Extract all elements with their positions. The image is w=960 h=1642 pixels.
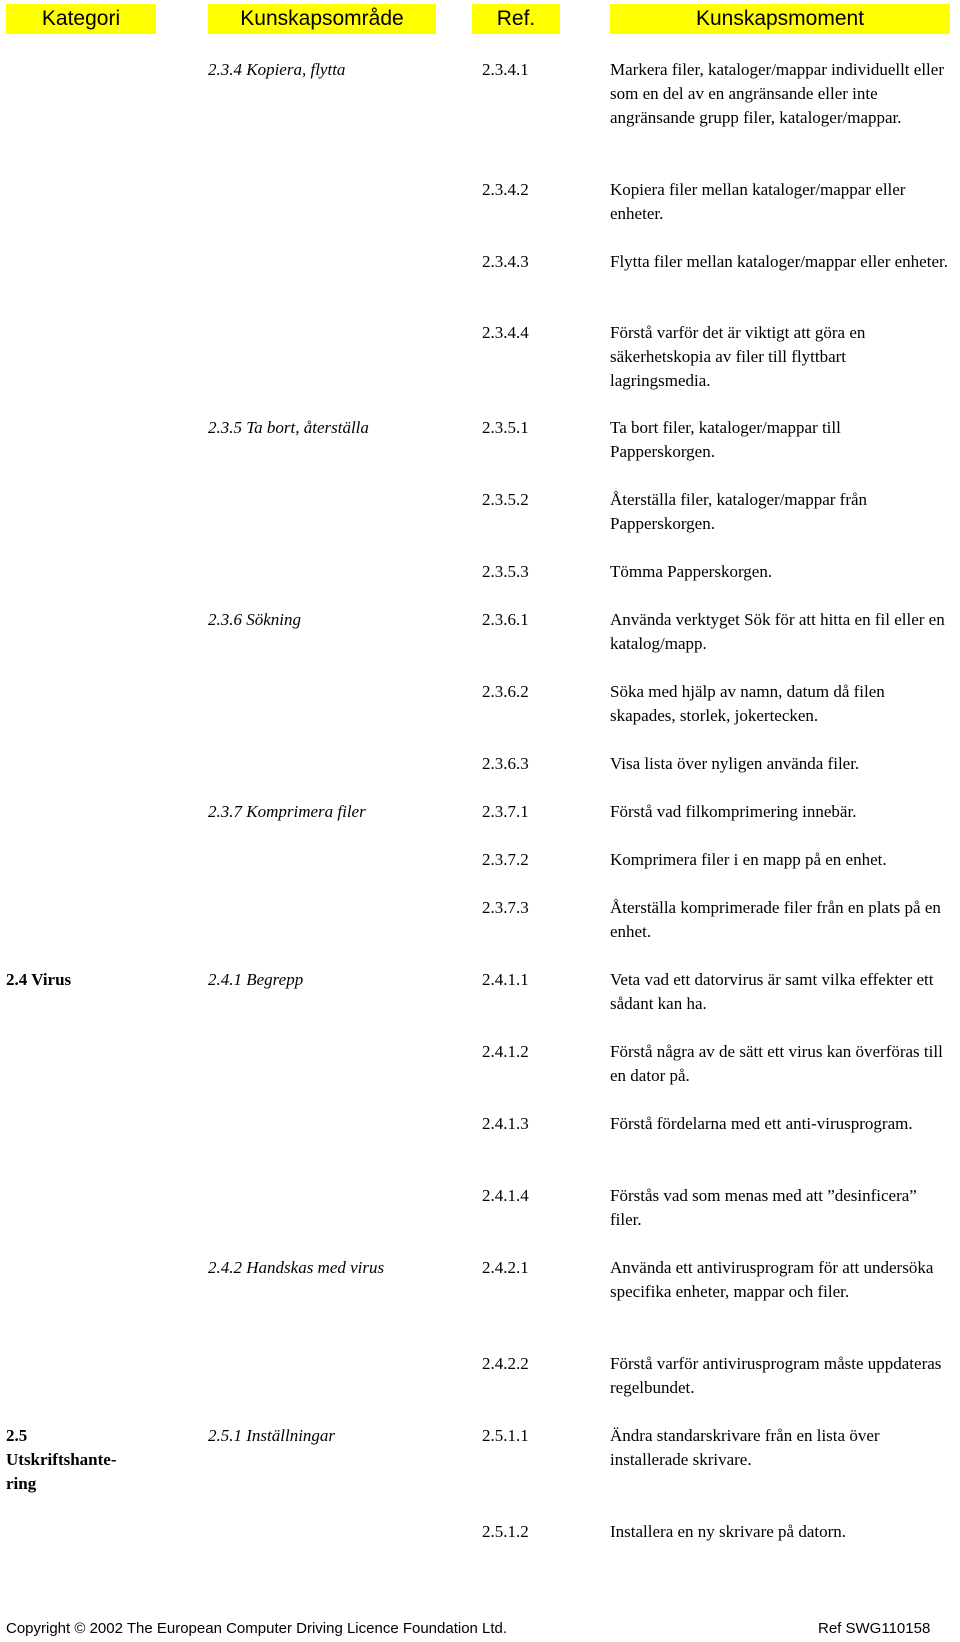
table-cell-ref: 2.4.1.4: [482, 1186, 529, 1205]
footer-copyright: Copyright © 2002 The European Computer Driving Licence Foundation Ltd.: [6, 1620, 508, 1637]
table-cell-ref: 2.3.6.1: [482, 610, 529, 629]
table-cell-omrade: 2.3.7 Komprimera filer: [208, 802, 366, 821]
table-cell-ref: 2.3.7.2: [482, 850, 529, 869]
table-cell-moment: Komprimera filer i en mapp på en enhet.: [610, 850, 887, 869]
table-cell-moment: Markera filer, kataloger/mappar individuellt eller som en del av en angränsande eller inte angränsande grupp filer, kataloger/mappar.: [610, 60, 944, 127]
header-kunskapsmoment-label: Kunskapsmoment: [695, 7, 865, 30]
table-cell-moment: Flytta filer mellan kataloger/mappar eller enheter.: [610, 252, 948, 271]
header-kunskapsomrade: [208, 4, 436, 34]
table-cell-ref: 2.5.1.2: [482, 1522, 529, 1541]
table-cell-omrade: 2.3.5 Ta bort, återställa: [208, 418, 369, 437]
table-cell-ref: 2.5.1.1: [482, 1426, 529, 1445]
header-ref-label: Ref.: [496, 7, 536, 30]
header-kunskapsmoment: [610, 4, 950, 34]
table-cell-moment: Söka med hjälp av namn, datum då filen skapades, storlek, jokertecken.: [610, 682, 885, 725]
table-cell-moment: Förstå fördelarna med ett anti-virusprogram.: [610, 1114, 913, 1133]
table-cell-ref: 2.3.7.3: [482, 898, 529, 917]
header-kategori-label: Kategori: [41, 7, 121, 30]
table-cell-moment: Förstå vad filkomprimering innebär.: [610, 802, 857, 821]
table-cell-ref: 2.3.5.1: [482, 418, 529, 437]
table-cell-moment: Använda verktyget Sök för att hitta en fil eller en katalog/mapp.: [610, 610, 945, 653]
table-cell-moment: Förstå varför det är viktigt att göra en säkerhetskopia av filer till flyttbart lagringsmedia.: [610, 323, 866, 390]
table-cell-moment: Förstå några av de sätt ett virus kan överföras till en dator på.: [610, 1042, 943, 1085]
table-cell-omrade: 2.5.1 Inställningar: [208, 1426, 336, 1445]
table-cell-omrade: 2.3.4 Kopiera, flytta: [208, 60, 346, 79]
table-cell-ref: 2.3.4.1: [482, 60, 529, 79]
header-ref: [472, 4, 560, 34]
table-cell-ref: 2.3.4.3: [482, 252, 529, 271]
header-kategori: [6, 4, 156, 34]
table-cell-moment: Ta bort filer, kataloger/mappar till Papperskorgen.: [610, 418, 841, 461]
table-cell-kategori: 2.4 Virus: [6, 970, 72, 989]
table-cell-ref: 2.3.5.2: [482, 490, 529, 509]
table-cell-ref: 2.3.4.4: [482, 323, 529, 342]
table-cell-moment: Ändra standarskrivare från en lista över installerade skrivare.: [610, 1426, 880, 1469]
table-cell-moment: Veta vad ett datorvirus är samt vilka effekter ett sådant kan ha.: [610, 970, 934, 1013]
table-cell-omrade: 2.3.6 Sökning: [208, 610, 302, 629]
table-cell-moment: Kopiera filer mellan kataloger/mappar eller enheter.: [610, 180, 906, 223]
table-cell-moment: Förstå varför antivirusprogram måste uppdateras regelbundet.: [610, 1354, 942, 1397]
footer-ref: Ref SWG110158: [818, 1620, 931, 1637]
table-cell-ref: 2.3.5.3: [482, 562, 529, 581]
header-kunskapsomrade-label: Kunskapsområde: [240, 7, 404, 30]
table-cell-kategori: 2.5 Utskriftshante-ring: [6, 1426, 117, 1493]
table-cell-ref: 2.3.4.2: [482, 180, 529, 199]
table-cell-ref: 2.4.2.2: [482, 1354, 529, 1373]
table-cell-moment: Förstås vad som menas med att ”desinficera” filer.: [610, 1186, 917, 1229]
table-cell-moment: Tömma Papperskorgen.: [610, 562, 773, 581]
table-cell-omrade: 2.4.2 Handskas med virus: [208, 1258, 385, 1277]
table-cell-ref: 2.4.1.2: [482, 1042, 529, 1061]
table-cell-omrade: 2.4.1 Begrepp: [208, 970, 304, 989]
table-cell-ref: 2.4.2.1: [482, 1258, 529, 1277]
table-cell-ref: 2.3.7.1: [482, 802, 529, 821]
table-cell-ref: 2.3.6.2: [482, 682, 529, 701]
table-cell-moment: Återställa filer, kataloger/mappar från Papperskorgen.: [610, 490, 868, 533]
table-cell-ref: 2.3.6.3: [482, 754, 529, 773]
table-cell-ref: 2.4.1.1: [482, 970, 529, 989]
table-cell-moment: Använda ett antivirusprogram för att undersöka specifika enheter, mappar och filer.: [610, 1258, 934, 1301]
table-cell-moment: Visa lista över nyligen använda filer.: [610, 754, 860, 773]
table-cell-ref: 2.4.1.3: [482, 1114, 529, 1133]
table-cell-moment: Återställa komprimerade filer från en plats på en enhet.: [610, 898, 941, 941]
table-cell-moment: Installera en ny skrivare på datorn.: [610, 1522, 847, 1541]
